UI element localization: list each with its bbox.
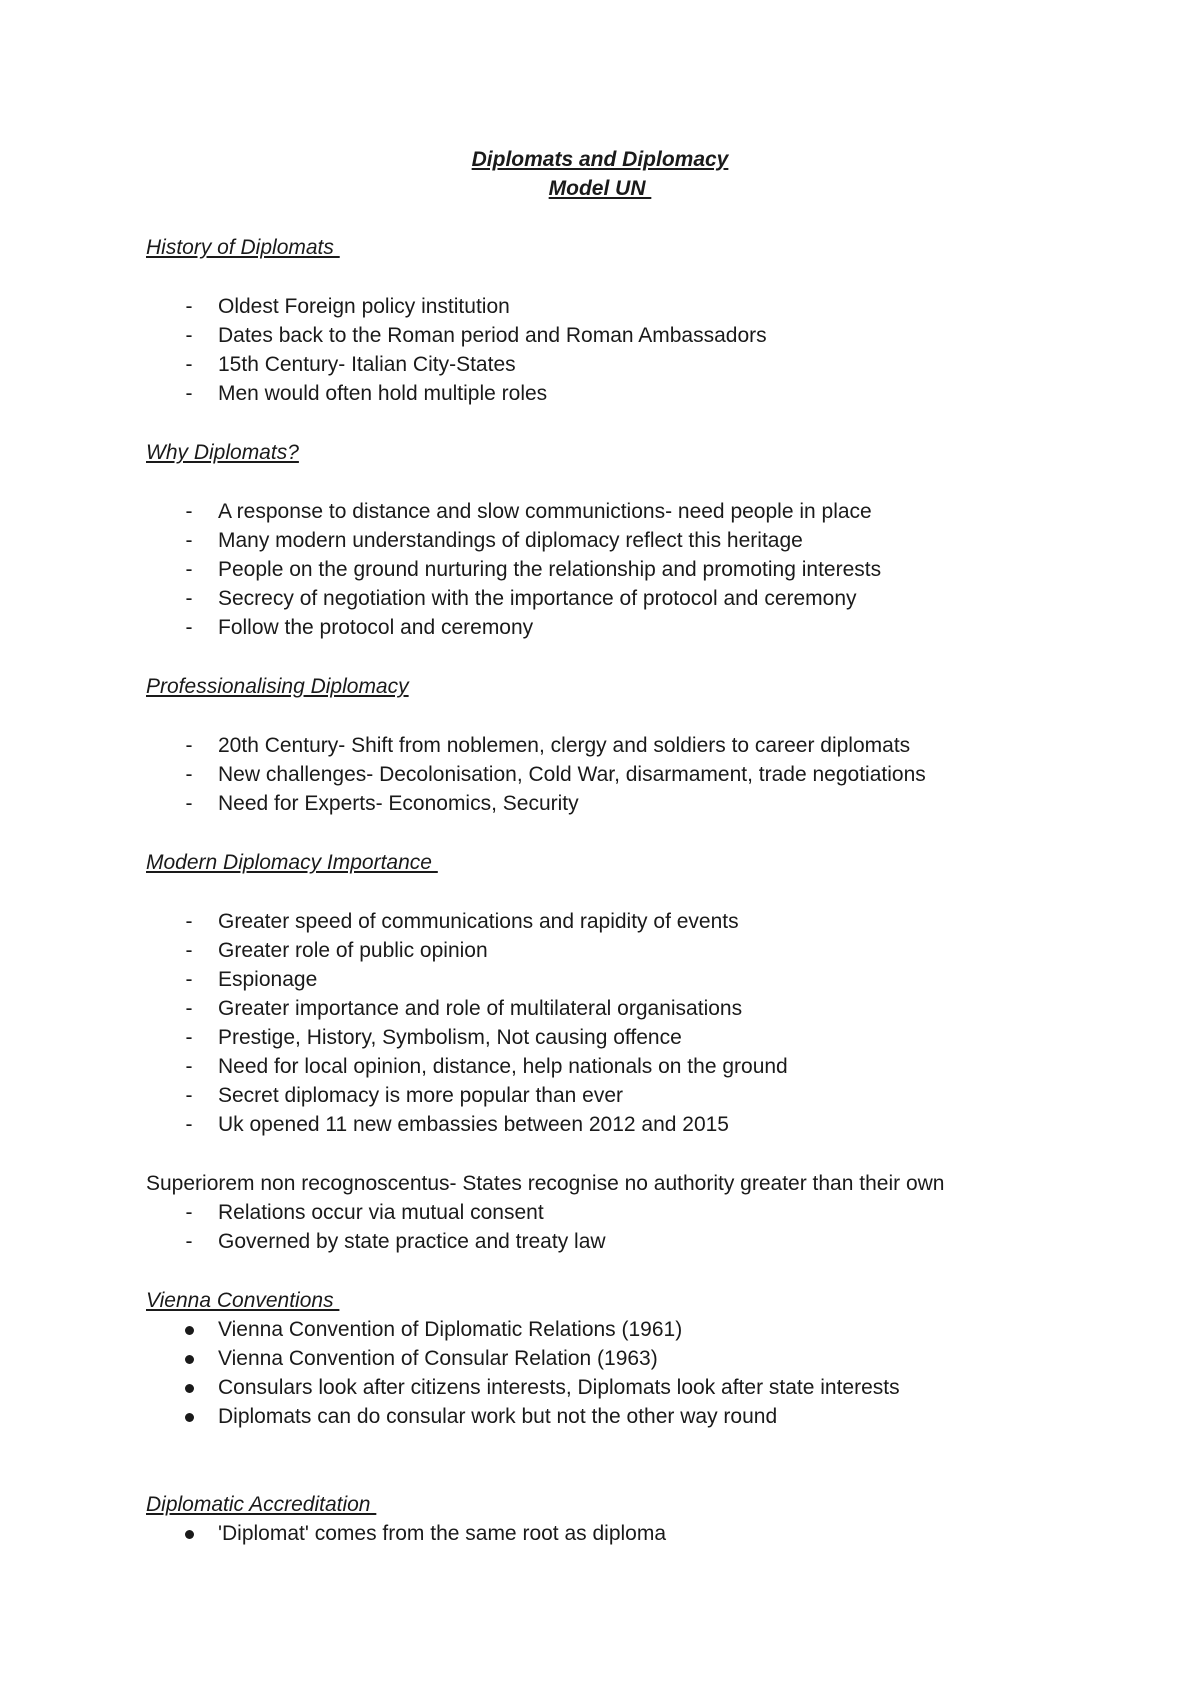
list-item-text: A response to distance and slow communictions- need people in place	[218, 500, 872, 523]
section-heading-vienna: Vienna Conventions	[146, 1289, 340, 1312]
list-item	[0, 1052, 1200, 1081]
list-item	[0, 1023, 1200, 1052]
list-item	[0, 526, 1200, 555]
list-item-text: 15th Century- Italian City-States	[218, 353, 516, 376]
list-item-text: Greater speed of communications and rapidity of events	[218, 910, 739, 933]
dash-bullet: -	[185, 792, 193, 815]
list-item	[0, 350, 1200, 379]
list-item-text: Men would often hold multiple roles	[218, 382, 548, 405]
list-item	[0, 613, 1200, 642]
dash-bullet: -	[185, 324, 193, 347]
list-item	[0, 994, 1200, 1023]
list-item	[0, 497, 1200, 526]
dash-bullet: -	[185, 558, 193, 581]
dash-bullet: -	[185, 500, 193, 523]
dash-bullet: -	[185, 616, 193, 639]
bullet-dot-icon	[185, 1384, 194, 1393]
list-item-text: 'Diplomat' comes from the same root as diploma	[218, 1522, 667, 1545]
list-item-text: Many modern understandings of diplomacy reflect this heritage	[218, 529, 803, 552]
dash-bullet: -	[185, 1201, 193, 1224]
dash-bullet: -	[185, 734, 193, 757]
list-item-text: 20th Century- Shift from noblemen, clergy and soldiers to career diplomats	[218, 734, 911, 757]
document-title: Diplomats and Diplomacy	[471, 148, 729, 171]
dash-bullet: -	[185, 1113, 193, 1136]
list-item	[0, 1110, 1200, 1139]
list-item-text: Oldest Foreign policy institution	[218, 295, 510, 318]
list-item	[0, 555, 1200, 584]
list-item-text: Need for local opinion, distance, help nationals on the ground	[218, 1055, 788, 1078]
section-heading-modern: Modern Diplomacy Importance	[146, 851, 438, 874]
list-item	[0, 936, 1200, 965]
dash-bullet: -	[185, 1230, 193, 1253]
list-item-text: Diplomats can do consular work but not the other way round	[218, 1405, 778, 1428]
list-item	[0, 1315, 1200, 1344]
list-item	[0, 1519, 1200, 1548]
list-item	[0, 965, 1200, 994]
list-item-text: Greater importance and role of multilateral organisations	[218, 997, 743, 1020]
list-item-text: Greater role of public opinion	[218, 939, 488, 962]
list-item	[0, 321, 1200, 350]
list-item-text: Consulars look after citizens interests, Diplomats look after state interests	[218, 1376, 900, 1399]
document-subtitle: Model UN	[548, 177, 652, 200]
dash-bullet: -	[185, 1026, 193, 1049]
dash-bullet: -	[185, 382, 193, 405]
dash-bullet: -	[185, 353, 193, 376]
list-item-text: Relations occur via mutual consent	[218, 1201, 544, 1224]
bullet-dot-icon	[185, 1530, 194, 1539]
dash-bullet: -	[185, 529, 193, 552]
section-heading-history: History of Diplomats	[146, 236, 340, 259]
section-heading-professionalising: Professionalising Diplomacy	[146, 675, 409, 698]
bullet-dot-icon	[185, 1326, 194, 1335]
section-heading-why: Why Diplomats?	[146, 441, 299, 464]
superiorem-paragraph: Superiorem non recognoscentus- States recognise no authority greater than their own	[146, 1172, 945, 1195]
list-item	[0, 379, 1200, 408]
list-item-text: Governed by state practice and treaty law	[218, 1230, 606, 1253]
list-item-text: Prestige, History, Symbolism, Not causing offence	[218, 1026, 682, 1049]
list-item-text: New challenges- Decolonisation, Cold War, disarmament, trade negotiations	[218, 763, 926, 786]
dash-bullet: -	[185, 295, 193, 318]
list-item	[0, 1344, 1200, 1373]
list-item-text: Dates back to the Roman period and Roman Ambassadors	[218, 324, 767, 347]
list-item-text: Follow the protocol and ceremony	[218, 616, 534, 639]
list-item-text: Secret diplomacy is more popular than ever	[218, 1084, 624, 1107]
dash-bullet: -	[185, 968, 193, 991]
dash-bullet: -	[185, 997, 193, 1020]
list-item	[0, 584, 1200, 613]
list-item-text: Secrecy of negotiation with the importance of protocol and ceremony	[218, 587, 857, 610]
list-item	[0, 731, 1200, 760]
list-item-text: Uk opened 11 new embassies between 2012 and 2015	[218, 1113, 729, 1136]
list-item	[0, 1227, 1200, 1256]
list-item	[0, 292, 1200, 321]
list-item	[0, 789, 1200, 818]
dash-bullet: -	[185, 587, 193, 610]
list-item-text: Espionage	[218, 968, 318, 991]
bullet-dot-icon	[185, 1355, 194, 1364]
dash-bullet: -	[185, 910, 193, 933]
list-item	[0, 1198, 1200, 1227]
list-item	[0, 760, 1200, 789]
list-item-text: Vienna Convention of Consular Relation (1963)	[218, 1347, 658, 1370]
list-item-text: Vienna Convention of Diplomatic Relations (1961)	[218, 1318, 683, 1341]
dash-bullet: -	[185, 939, 193, 962]
dash-bullet: -	[185, 1055, 193, 1078]
dash-bullet: -	[185, 1084, 193, 1107]
dash-bullet: -	[185, 763, 193, 786]
list-item	[0, 1081, 1200, 1110]
bullet-dot-icon	[185, 1413, 194, 1422]
list-item	[0, 1402, 1200, 1431]
section-heading-accreditation: Diplomatic Accreditation	[146, 1493, 377, 1516]
list-item	[0, 907, 1200, 936]
list-item-text: People on the ground nurturing the relationship and promoting interests	[218, 558, 882, 581]
list-item	[0, 1373, 1200, 1402]
list-item-text: Need for Experts- Economics, Security	[218, 792, 579, 815]
